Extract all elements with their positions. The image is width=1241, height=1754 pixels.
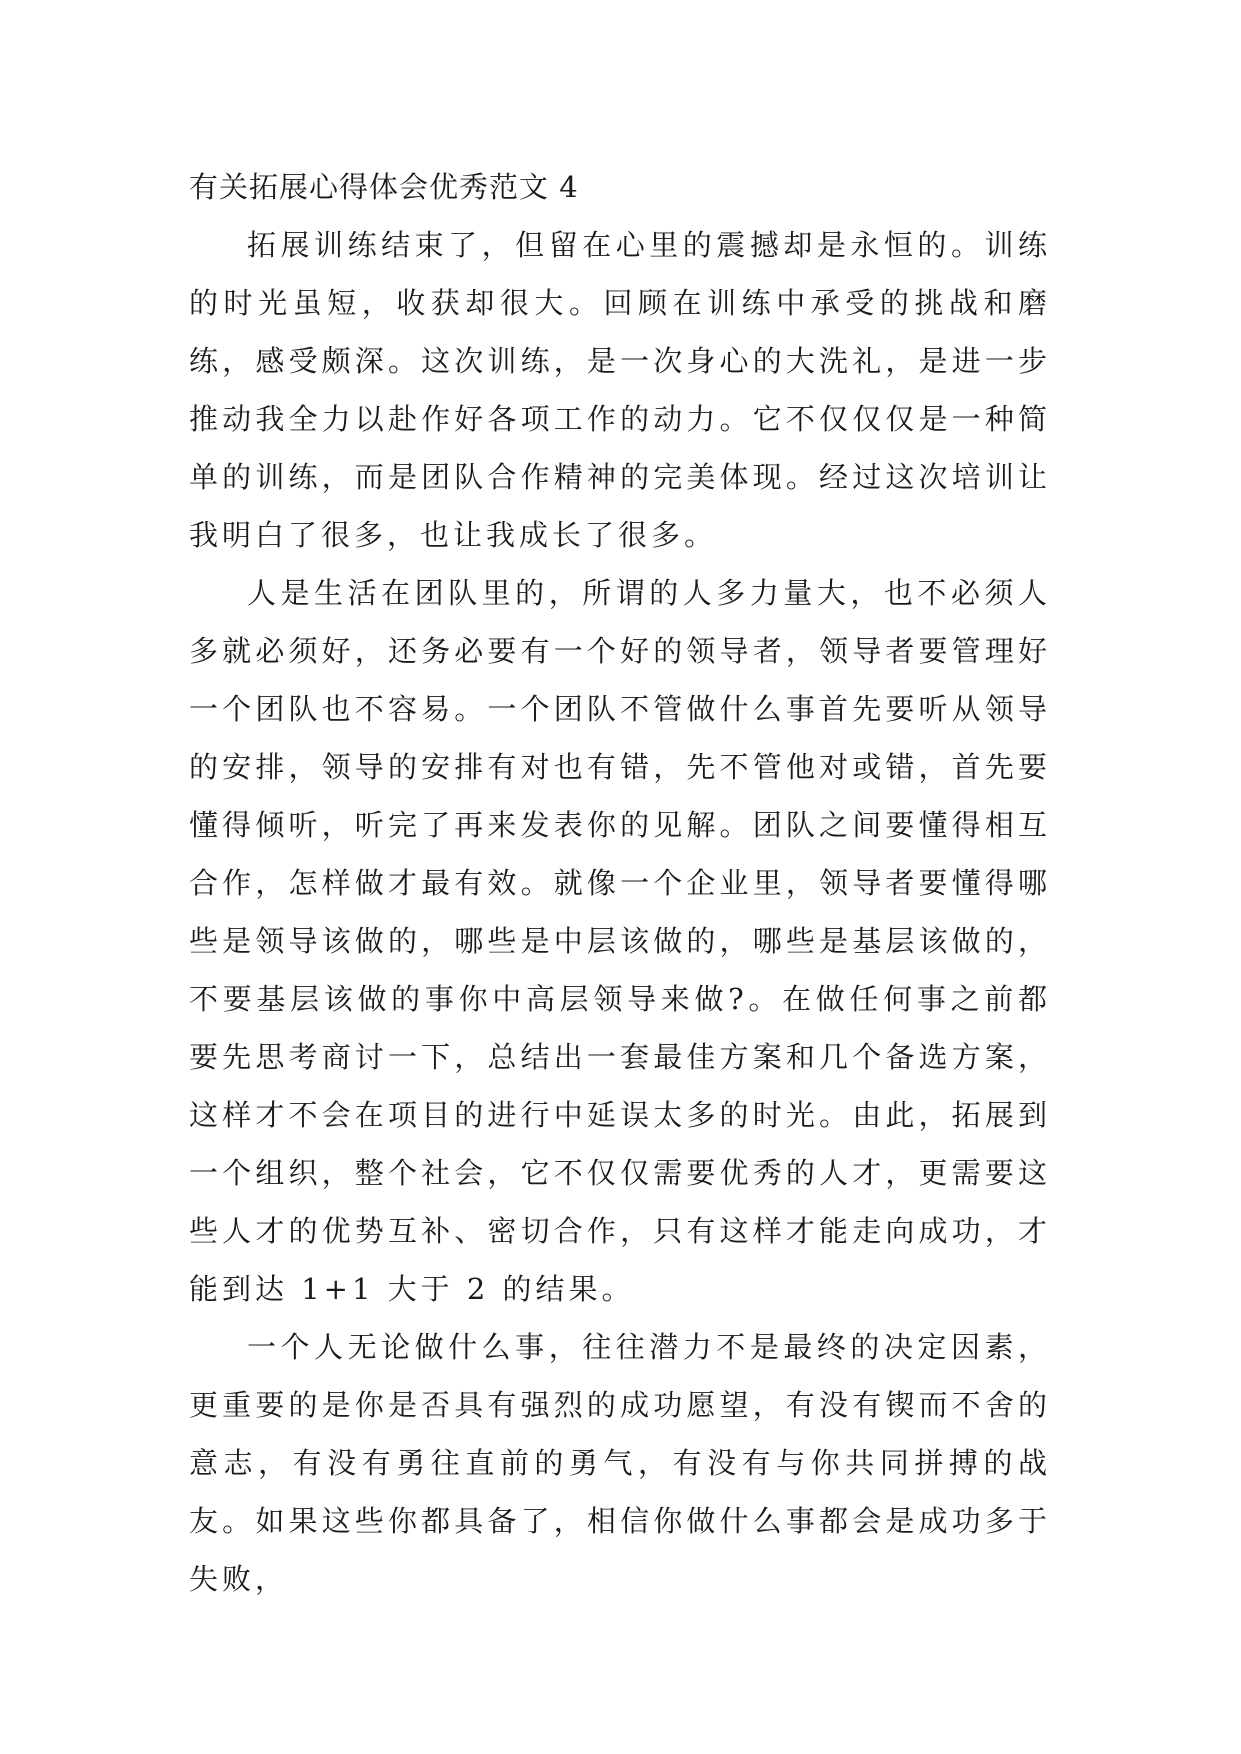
paragraph-2: 人是生活在团队里的，所谓的人多力量大，也不必须人多就必须好，还务必要有一个好的领导者，领导者要管理好一个团队也不容易。一个团队不管做什么事首先要听从领导的安排，领导的安排有对也有错，先不管他对或错，首先要懂得倾听，听完了再来发表你的见解。团队之间要懂得相互合作，怎样做才最有效。就像一个企业里，领导者要懂得哪些是领导该做的，哪些是中层该做的，哪些是基层该做的，不要基层该做的事你中高层领导来做?。在做任何事之前都要先思考商讨一下，总结出一套最佳方案和几个备选方案，这样才不会在项目的进行中延误太多的时光。由此，拓展到一个组织，整个社会，它不仅仅需要优秀的人才，更需要这些人才的优势互补、密切合作，只有这样才能走向成功，才能到达 1+1 大于 2 的结果。 <box>189 576 1051 1306</box>
paragraph-3: 一个人无论做什么事，往往潜力不是最终的决定因素，更重要的是你是否具有强烈的成功愿望，有没有锲而不舍的意志，有没有勇往直前的勇气，有没有与你共同拼搏的战友。如果这些你都具备了，相信你做什么事都会是成功多于失败， <box>189 1330 1051 1596</box>
paragraph-1: 拓展训练结束了，但留在心里的震撼却是永恒的。训练的时光虽短，收获却很大。回顾在训练中承受的挑战和磨练，感受颇深。这次训练，是一次身心的大洗礼，是进一步推动我全力以赴作好各项工作的动力。它不仅仅仅是一种简单的训练，而是团队合作精神的完美体现。经过这次培训让我明白了很多，也让我成长了很多。 <box>189 228 1051 552</box>
document-title: 有关拓展心得体会优秀范文 4 <box>189 170 579 204</box>
document-body <box>189 158 1051 1608</box>
